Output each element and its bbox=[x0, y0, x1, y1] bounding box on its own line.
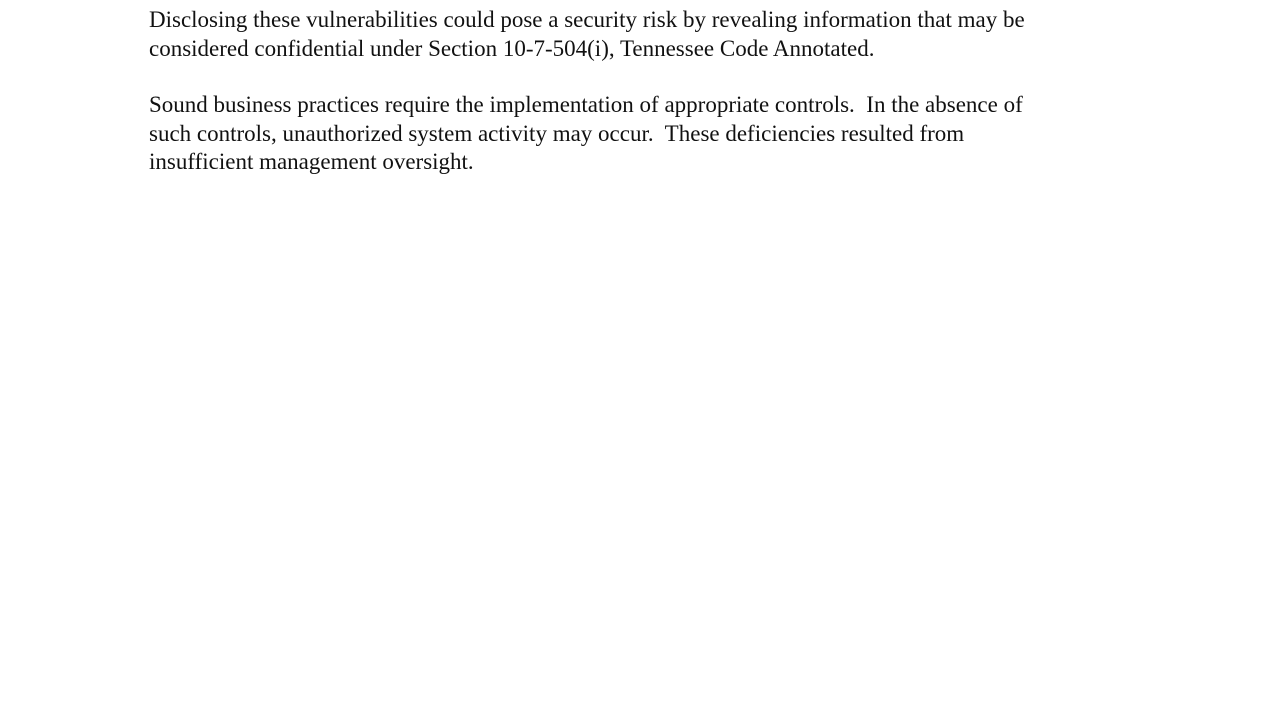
paragraph-sound-business-practices bbox=[149, 91, 1149, 177]
paragraph-line: Sound business practices require the implementation of appropriate controls. In the absence of bbox=[149, 92, 1023, 117]
paragraph-line: such controls, unauthorized system activity may occur. These deficiencies resulted from bbox=[149, 120, 965, 146]
paragraph-confidential-disclosure bbox=[149, 6, 1149, 63]
paragraph-line: Disclosing these vulnerabilities could pose a security risk by revealing information that may be bbox=[149, 7, 1025, 32]
paragraph-line: insufficient management oversight. bbox=[149, 149, 474, 174]
paragraph-line: considered confidential under Section 10-7-504(i), Tennessee Code Annotated. bbox=[149, 35, 875, 61]
